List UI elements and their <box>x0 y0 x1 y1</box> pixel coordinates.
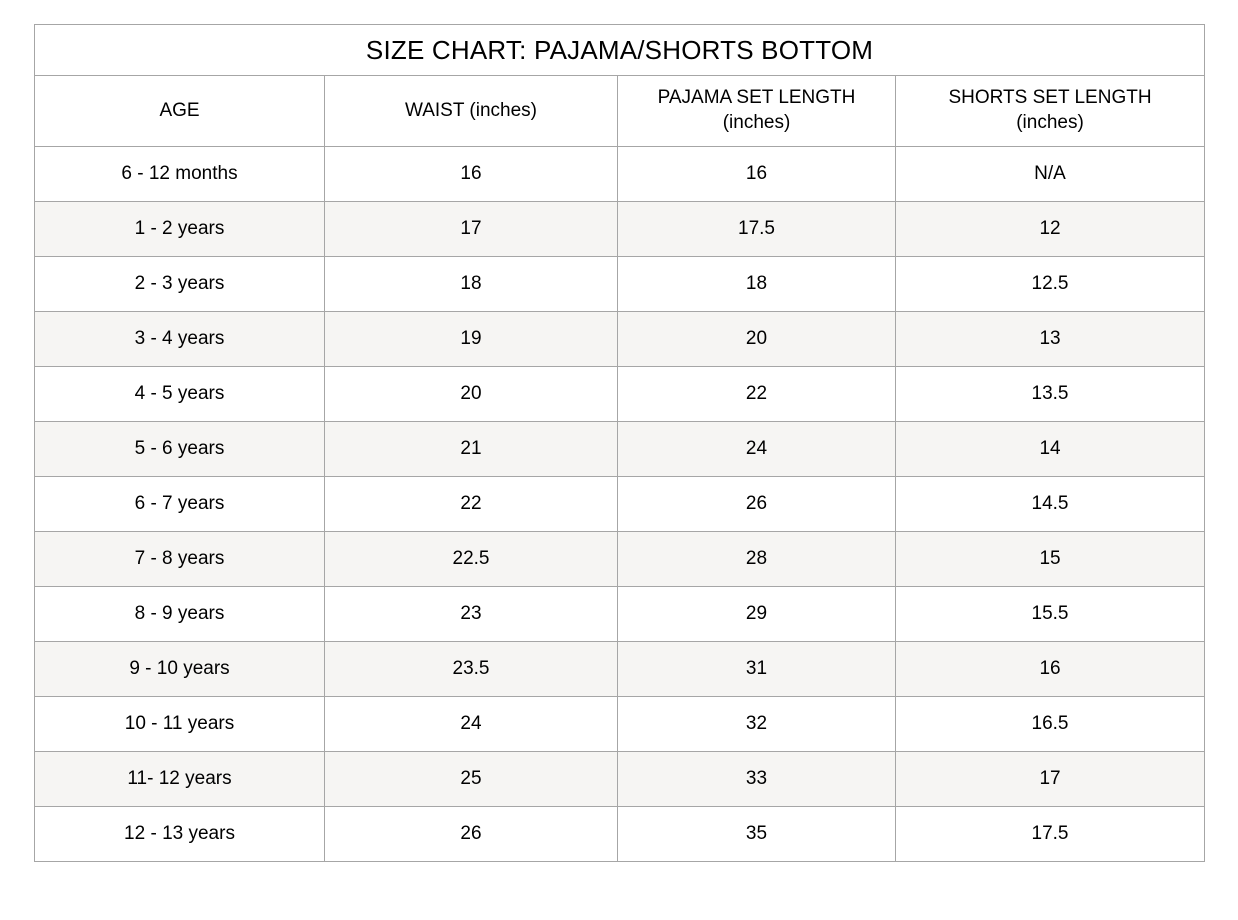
title-row <box>35 25 1205 76</box>
table-row <box>35 642 1205 697</box>
cell-waist: 19 <box>325 312 618 367</box>
cell-pajama-length: 24 <box>618 422 896 477</box>
cell-shorts-length: 14 <box>896 422 1205 477</box>
column-header-row <box>35 76 1205 147</box>
cell-pajama-length: 18 <box>618 257 896 312</box>
table-row <box>35 587 1205 642</box>
cell-age: 10 - 11 years <box>35 697 325 752</box>
cell-age: 6 - 7 years <box>35 477 325 532</box>
cell-pajama-length: 32 <box>618 697 896 752</box>
cell-waist: 25 <box>325 752 618 807</box>
cell-age: 12 - 13 years <box>35 807 325 862</box>
cell-pajama-length: 33 <box>618 752 896 807</box>
cell-pajama-length: 26 <box>618 477 896 532</box>
cell-shorts-length: 16 <box>896 642 1205 697</box>
cell-pajama-length: 31 <box>618 642 896 697</box>
cell-shorts-length: 17.5 <box>896 807 1205 862</box>
column-header-pajama-length <box>618 76 896 147</box>
table-row <box>35 257 1205 312</box>
table-row <box>35 312 1205 367</box>
cell-age: 3 - 4 years <box>35 312 325 367</box>
cell-shorts-length: 14.5 <box>896 477 1205 532</box>
cell-waist: 23.5 <box>325 642 618 697</box>
cell-pajama-length: 16 <box>618 147 896 202</box>
cell-age: 6 - 12 months <box>35 147 325 202</box>
cell-shorts-length: 17 <box>896 752 1205 807</box>
cell-waist: 22 <box>325 477 618 532</box>
column-header-age <box>35 76 325 147</box>
cell-waist: 17 <box>325 202 618 257</box>
cell-age: 4 - 5 years <box>35 367 325 422</box>
table-row <box>35 752 1205 807</box>
chart-title: SIZE CHART: PAJAMA/SHORTS BOTTOM <box>35 25 1205 76</box>
size-chart-table <box>34 24 1205 862</box>
table-row <box>35 367 1205 422</box>
cell-age: 8 - 9 years <box>35 587 325 642</box>
cell-age: 7 - 8 years <box>35 532 325 587</box>
cell-waist: 22.5 <box>325 532 618 587</box>
cell-shorts-length: 15 <box>896 532 1205 587</box>
cell-pajama-length: 29 <box>618 587 896 642</box>
table-body <box>35 25 1205 862</box>
cell-waist: 18 <box>325 257 618 312</box>
cell-shorts-length: 13 <box>896 312 1205 367</box>
table-row <box>35 532 1205 587</box>
cell-age: 5 - 6 years <box>35 422 325 477</box>
table-row <box>35 422 1205 477</box>
column-header-shorts-line2: (inches) <box>1016 112 1084 133</box>
cell-waist: 21 <box>325 422 618 477</box>
cell-age: 11- 12 years <box>35 752 325 807</box>
cell-waist: 20 <box>325 367 618 422</box>
cell-shorts-length: 16.5 <box>896 697 1205 752</box>
table-row <box>35 147 1205 202</box>
table-row <box>35 477 1205 532</box>
cell-waist: 26 <box>325 807 618 862</box>
cell-pajama-length: 28 <box>618 532 896 587</box>
column-header-shorts-line1: SHORTS SET LENGTH <box>948 87 1152 109</box>
cell-shorts-length: 12 <box>896 202 1205 257</box>
column-header-shorts-length <box>896 76 1205 147</box>
cell-age: 2 - 3 years <box>35 257 325 312</box>
cell-waist: 23 <box>325 587 618 642</box>
cell-shorts-length: 13.5 <box>896 367 1205 422</box>
column-header-pajama-line2: (inches) <box>722 112 791 133</box>
cell-shorts-length: 15.5 <box>896 587 1205 642</box>
table-row <box>35 697 1205 752</box>
cell-waist: 16 <box>325 147 618 202</box>
column-header-pajama-line1: PAJAMA SET LENGTH <box>657 87 856 109</box>
cell-pajama-length: 22 <box>618 367 896 422</box>
column-header-waist <box>325 76 618 147</box>
cell-pajama-length: 35 <box>618 807 896 862</box>
cell-shorts-length: N/A <box>896 147 1205 202</box>
cell-waist: 24 <box>325 697 618 752</box>
cell-age: 1 - 2 years <box>35 202 325 257</box>
cell-shorts-length: 12.5 <box>896 257 1205 312</box>
table-row <box>35 807 1205 862</box>
table-row <box>35 202 1205 257</box>
column-header-age-line1: AGE <box>159 99 200 121</box>
cell-pajama-length: 20 <box>618 312 896 367</box>
cell-age: 9 - 10 years <box>35 642 325 697</box>
column-header-waist-line1: WAIST (inches) <box>405 99 537 121</box>
cell-pajama-length: 17.5 <box>618 202 896 257</box>
